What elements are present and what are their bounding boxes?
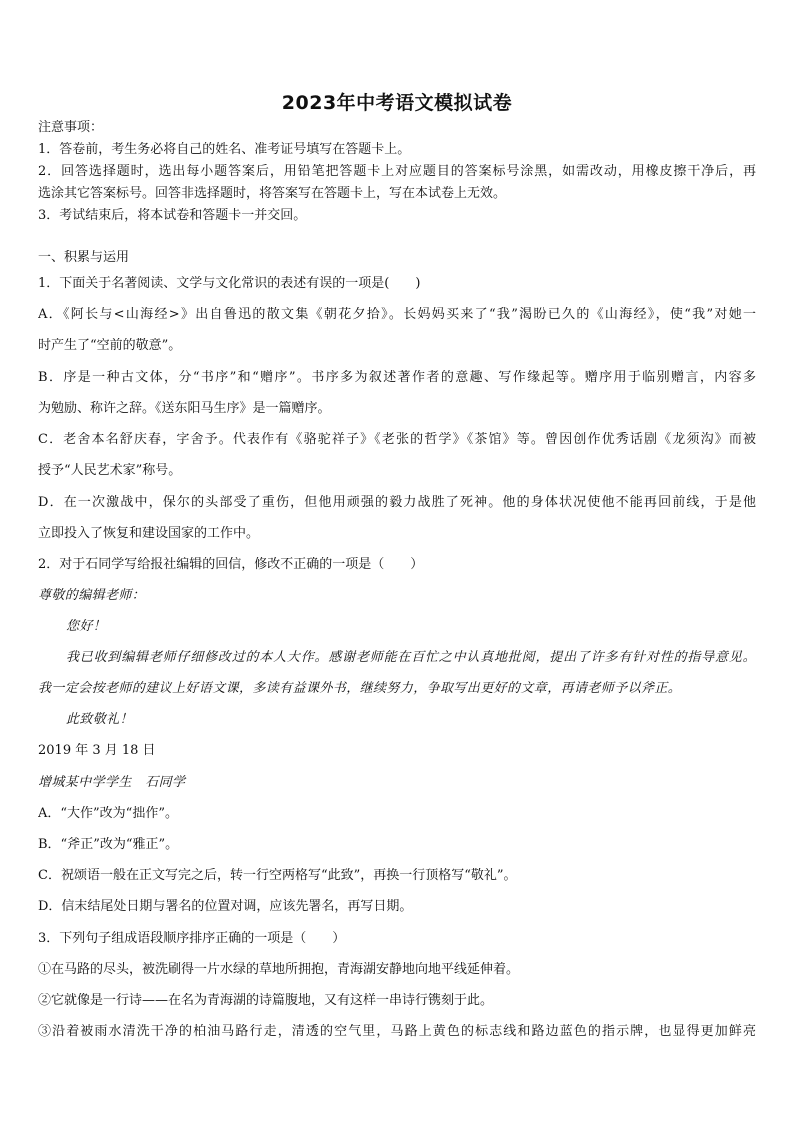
q1-option-c: C．老舍本名舒庆春，字舍予。代表作有《骆驼祥子》《老张的哲学》《茶馆》等。曾因创作优秀话剧《龙须沟》而被 <box>38 432 756 447</box>
q1-option-b: B．序是一种古文体，分“书序”和“赠序”。书序多为叙述著作者的意趣、写作缘起等。赠序用于临别赠言，内容多 <box>38 370 756 385</box>
notice-item-2-cont: 选涂其它答案标号。回答非选择题时，将答案写在答题卡上，写在本试卷上无效。 <box>38 186 507 201</box>
letter-date: 2019 年 3 月 18 日 <box>38 743 156 758</box>
notice-heading: 注意事项： <box>38 120 104 135</box>
q1-option-a: A．《阿长与<山海经>》出自鲁迅的散文集《朝花夕拾》。长妈妈买来了“我”渴盼已久的《山海经》，使“我”对她一 <box>38 307 756 322</box>
notice-item-3: 3．考试结束后，将本试卷和答题卡一并交回。 <box>38 208 307 223</box>
notice-item-1: 1．答卷前，考生务必将自己的姓名、准考证号填写在答题卡上。 <box>38 142 411 157</box>
q3-sentence-3: ③沿着被雨水清洗干净的柏油马路行走，清透的空气里，马路上黄色的标志线和路边蓝色的指示牌，也显得更加鲜亮 <box>38 1024 756 1039</box>
q2-option-c: C．祝颂语一般在正文写完之后，转一行空两格写“此致”，再换一行顶格写“敬礼”。 <box>38 868 517 883</box>
q2-option-b: B．“斧正”改为“雅正”。 <box>38 837 179 852</box>
q1-stem: 1．下面关于名著阅读、文学与文化常识的表述有误的一项是( ) <box>38 276 421 291</box>
exam-title: 2023年中考语文模拟试卷 <box>281 92 513 114</box>
section-heading: 一、积累与运用 <box>38 250 130 265</box>
q1-option-d-cont: 立即投入了恢复和建设国家的工作中。 <box>38 526 260 541</box>
q1-option-a-cont: 时产生了“空前的敬意”。 <box>38 338 182 353</box>
letter-greeting: 您好！ <box>66 619 107 634</box>
letter-salutation: 尊敬的编辑老师： <box>38 588 146 603</box>
q3-stem: 3．下列句子组成语段顺序排序正确的一项是（ ） <box>38 931 346 946</box>
q1-option-d: D．在一次激战中，保尔的头部受了重伤，但他用顽强的毅力战胜了死神。他的身体状况使他不能再回前线，于是他 <box>38 495 756 510</box>
q3-sentence-2: ②它就像是一行诗——在名为青海湖的诗篇腹地，又有这样一串诗行镌刻于此。 <box>38 993 494 1008</box>
q2-stem: 2．对于石同学写给报社编辑的回信，修改不正确的一项是（ ） <box>38 557 424 572</box>
q2-option-a: A．“大作”改为“拙作”。 <box>38 806 178 821</box>
q3-sentence-1: ①在马路的尽头，被洗刷得一片水绿的草地所拥抱，青海湖安静地向地平线延伸着。 <box>38 962 520 977</box>
letter-body-line-2: 我一定会按老师的建议上好语文课，多读有益课外书，继续努力，争取写出更好的文章，再请老师予以斧正。 <box>38 681 682 696</box>
q1-option-b-cont: 为勉励、称许之辞。《送东阳马生序》是一篇赠序。 <box>38 401 331 416</box>
letter-body-line-1: 我已收到编辑老师仔细修改过的本人大作。感谢老师能在百忙之中认真地批阅，提出了许多有针对性的指导意见。 <box>66 650 756 665</box>
notice-item-2: 2．回答选择题时，选出每小题答案后，用铅笔把答题卡上对应题目的答案标号涂黑，如需改动，用橡皮擦干净后，再 <box>38 164 756 179</box>
letter-closing: 此致敬礼！ <box>66 712 134 727</box>
letter-signature: 增城某中学学生 石同学 <box>38 775 186 790</box>
q2-option-d: D．信末结尾处日期与署名的位置对调，应该先署名，再写日期。 <box>38 899 413 914</box>
q1-option-c-cont: 授予“人民艺术家”称号。 <box>38 463 182 478</box>
